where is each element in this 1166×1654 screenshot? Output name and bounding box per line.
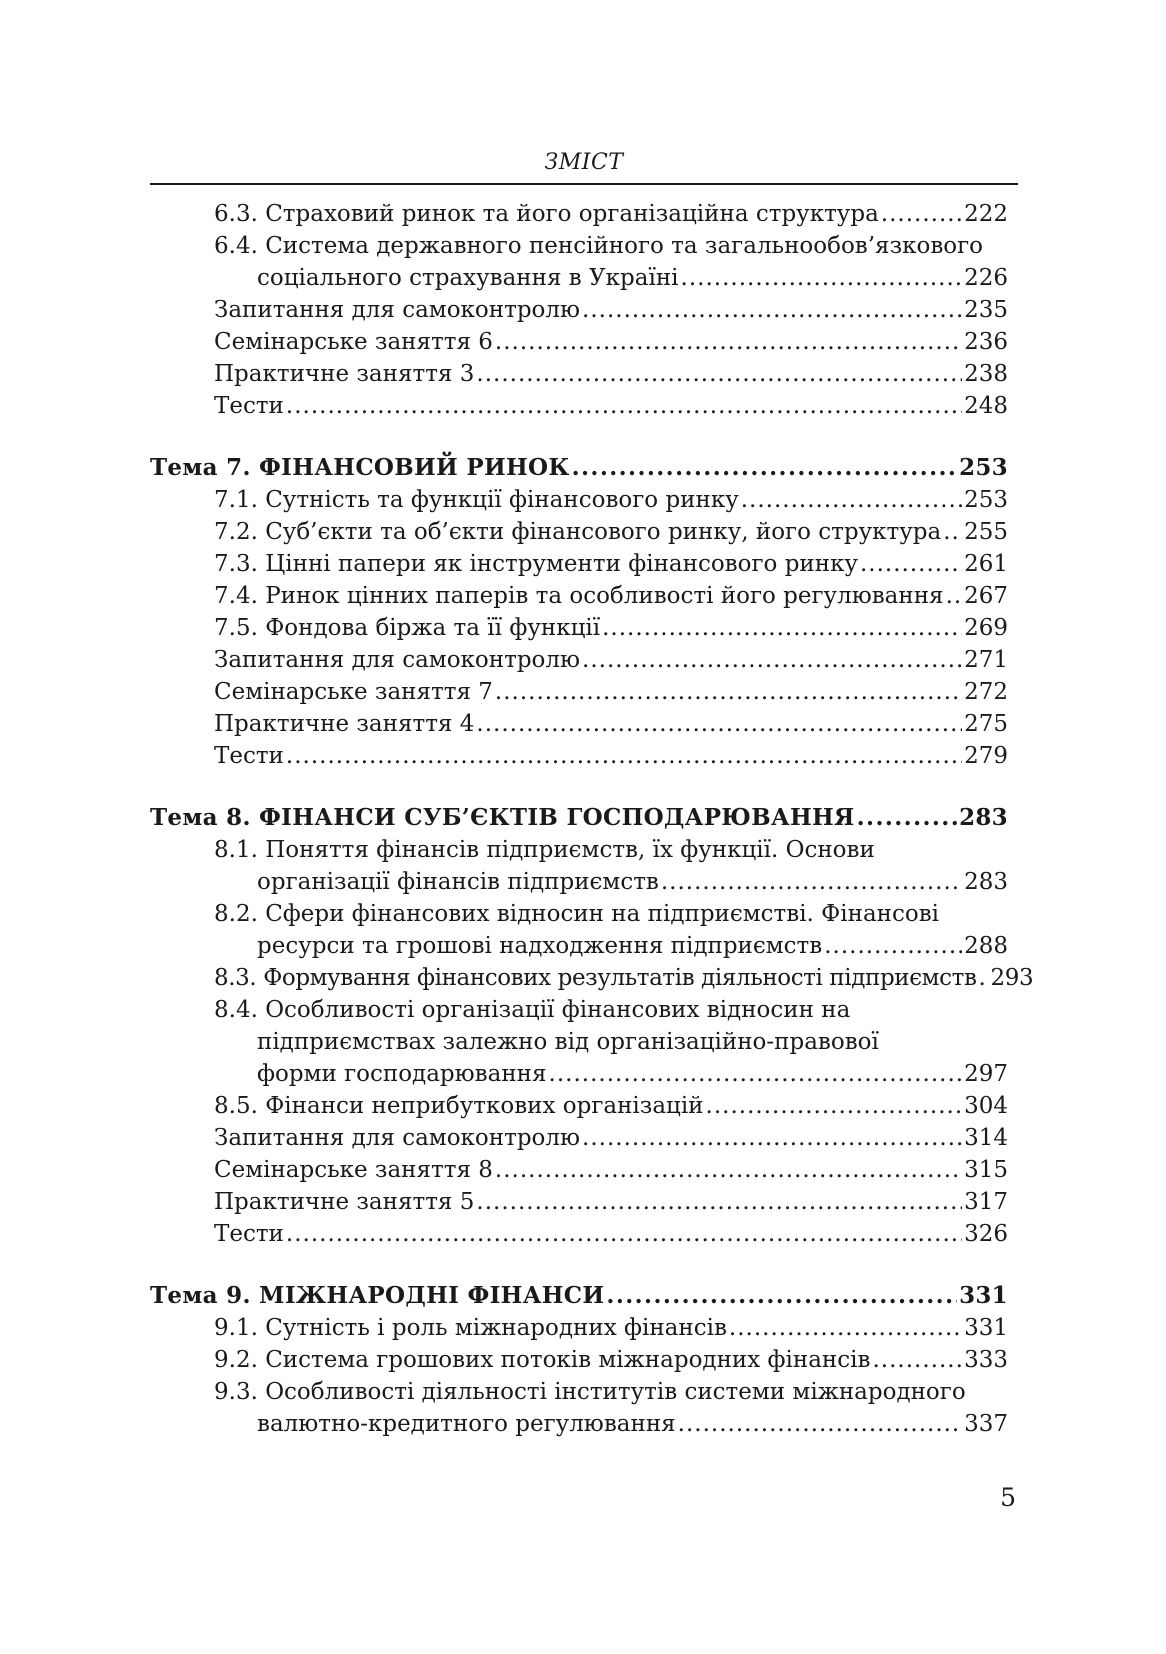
leader-dots	[476, 1186, 962, 1218]
toc-entry-page: 293	[990, 965, 1034, 991]
toc-entry-title: 8.5. Фінанси неприбуткових організацій	[214, 1093, 704, 1119]
toc-entry-6-3[interactable]	[150, 198, 1008, 230]
toc-entry-page: 236	[964, 329, 1008, 355]
leader-dots	[286, 740, 962, 772]
toc-topic-9[interactable]	[150, 1280, 1008, 1312]
leader-dots	[495, 326, 962, 358]
toc-entry-page: 269	[964, 615, 1008, 641]
toc-entry-title: Практичне заняття 4	[214, 711, 475, 737]
toc-entry-practical-4[interactable]	[150, 708, 1008, 740]
toc-entry-practical-5[interactable]	[150, 1186, 1008, 1218]
leader-dots	[602, 612, 962, 644]
toc-entry-8-5[interactable]	[150, 1090, 1008, 1122]
leader-dots	[824, 930, 962, 962]
toc-topic-page: 331	[959, 1282, 1008, 1309]
toc-entry-page: 275	[964, 711, 1008, 737]
toc-entry-title: 8.4. Особливості організації фінансових відносин на	[214, 997, 851, 1023]
toc-entry-title: ресурси та грошові надходження підприємств	[257, 933, 823, 959]
toc-entry-title: Тести	[214, 1221, 284, 1247]
leader-dots	[979, 962, 989, 994]
toc-entry-page: 272	[964, 679, 1008, 705]
toc-entry-title: форми господарювання	[257, 1061, 547, 1087]
toc-entry-tests-6[interactable]	[150, 390, 1008, 422]
toc-entry-title: Практичне заняття 3	[214, 361, 475, 387]
toc-entry-title: соціального страхування в Україні	[257, 265, 679, 291]
toc-entry-page: 283	[964, 869, 1008, 895]
toc-entry-questions-7[interactable]	[150, 644, 1008, 676]
toc-entry-page: 261	[964, 551, 1008, 577]
toc-entry-page: 326	[964, 1221, 1008, 1247]
leader-dots	[881, 198, 962, 230]
toc-entry-title: підприємствах залежно від організаційно-правової	[257, 1029, 879, 1055]
leader-dots	[946, 580, 963, 612]
toc-topic-page: 283	[959, 804, 1008, 831]
leader-dots	[549, 1058, 963, 1090]
page-number: 5	[1000, 1483, 1016, 1512]
toc-entry-title: 7.3. Цінні папери як інструменти фінансового ринку	[214, 551, 858, 577]
toc-entry-tests-8[interactable]	[150, 1218, 1008, 1250]
toc-topic-8[interactable]	[150, 802, 1008, 834]
toc-entry-page: 337	[964, 1411, 1008, 1437]
toc-entry-8-4-line1[interactable]	[150, 994, 1008, 1026]
toc-entry-9-1[interactable]	[150, 1312, 1008, 1344]
toc-entry-page: 238	[964, 361, 1008, 387]
leader-dots	[681, 262, 963, 294]
toc-entry-title: Семінарське заняття 7	[214, 679, 493, 705]
toc-entry-title: 6.4. Система державного пенсійного та загальнообов’язкового	[214, 233, 984, 259]
toc-entry-8-4-line2[interactable]	[150, 1026, 1008, 1058]
toc-entry-seminar-7[interactable]	[150, 676, 1008, 708]
toc-entry-title: Тести	[214, 393, 284, 419]
toc-entry-page: 333	[964, 1347, 1008, 1373]
toc-entry-page: 235	[964, 297, 1008, 323]
toc-entry-title: 6.3. Страховий ринок та його організаційна структура	[214, 201, 879, 227]
toc-entry-8-3[interactable]	[150, 962, 1034, 994]
toc-entry-title: 7.4. Ринок цінних паперів та особливості його регулювання	[214, 583, 944, 609]
toc-entry-9-3-line1[interactable]	[150, 1376, 1008, 1408]
header-rule	[150, 183, 1018, 185]
toc-entry-page: 314	[964, 1125, 1008, 1151]
leader-dots	[678, 1408, 962, 1440]
toc-entry-title: 8.3. Формування фінансових результатів діяльності підприємств	[214, 965, 977, 991]
toc-entry-page: 222	[964, 201, 1008, 227]
toc-entry-page: 317	[964, 1189, 1008, 1215]
toc-entry-7-2[interactable]	[150, 516, 1008, 548]
toc-entry-seminar-6[interactable]	[150, 326, 1008, 358]
toc-entry-6-4-line2[interactable]	[150, 262, 1008, 294]
toc-topic-7[interactable]	[150, 452, 1008, 484]
toc-topic-title: Тема 8. ФІНАНСИ СУБ’ЄКТІВ ГОСПОДАРЮВАННЯ	[150, 804, 855, 831]
toc-entry-page: 226	[964, 265, 1008, 291]
toc-entry-title: 8.2. Сфери фінансових відносин на підприємстві. Фінансові	[214, 901, 940, 927]
toc-topic-title: Тема 7. ФІНАНСОВИЙ РИНОК	[150, 454, 570, 481]
toc-entry-page: 271	[964, 647, 1008, 673]
toc-entry-page: 279	[964, 743, 1008, 769]
toc-entry-title: 9.3. Особливості діяльності інститутів системи міжнародного	[214, 1379, 966, 1405]
toc-entry-title: Запитання для самоконтролю	[214, 1125, 581, 1151]
toc-entry-7-1[interactable]	[150, 484, 1008, 516]
toc-entry-title: 7.5. Фондова біржа та її функції	[214, 615, 601, 641]
leader-dots	[572, 452, 957, 484]
section-gap	[150, 772, 1008, 802]
leader-dots	[857, 802, 957, 834]
toc-entry-page: 255	[964, 519, 1008, 545]
toc-entry-page: 253	[964, 487, 1008, 513]
toc-entry-page: 248	[964, 393, 1008, 419]
toc-entry-page: 288	[964, 933, 1008, 959]
toc-entry-8-4-line3[interactable]	[150, 1058, 1008, 1090]
toc-entry-8-2-line2[interactable]	[150, 930, 1008, 962]
toc-topic-title: Тема 9. МІЖНАРОДНІ ФІНАНСИ	[150, 1282, 605, 1309]
section-gap	[150, 1250, 1008, 1280]
toc-entry-title: Семінарське заняття 6	[214, 329, 493, 355]
toc-entry-title: Семінарське заняття 8	[214, 1157, 493, 1183]
leader-dots	[286, 390, 962, 422]
toc-entry-title: 9.2. Система грошових потоків міжнародних фінансів	[214, 1347, 871, 1373]
toc-entry-7-3[interactable]	[150, 548, 1008, 580]
toc-entry-7-5[interactable]	[150, 612, 1008, 644]
toc-entry-page: 315	[964, 1157, 1008, 1183]
toc-entry-page: 331	[964, 1315, 1008, 1341]
toc-topic-page: 253	[959, 454, 1008, 481]
toc-entry-8-1-line1[interactable]	[150, 834, 1008, 866]
leader-dots	[495, 676, 962, 708]
toc-entry-title: валютно-кредитного регулювання	[257, 1411, 676, 1437]
running-header: ЗМІСТ	[544, 150, 624, 175]
toc-entry-6-4-line1[interactable]	[150, 230, 1008, 262]
toc-entry-page: 297	[964, 1061, 1008, 1087]
toc-entry-title: Запитання для самоконтролю	[214, 647, 581, 673]
toc-entry-8-1-line2[interactable]	[150, 866, 1008, 898]
toc-entry-title: 8.1. Поняття фінансів підприємств, їх функції. Основи	[214, 837, 875, 863]
leader-dots	[706, 1090, 963, 1122]
toc-entry-title: 7.1. Сутність та функції фінансового ринку	[214, 487, 739, 513]
leader-dots	[943, 516, 962, 548]
leader-dots	[476, 358, 962, 390]
leader-dots	[582, 294, 962, 326]
toc-entry-9-3-line2[interactable]	[150, 1408, 1008, 1440]
toc-entry-7-4[interactable]	[150, 580, 1008, 612]
leader-dots	[286, 1218, 962, 1250]
leader-dots	[729, 1312, 962, 1344]
toc-entry-title: 7.2. Суб’єкти та об’єкти фінансового ринку, його структура	[214, 519, 942, 545]
leader-dots	[606, 1280, 957, 1312]
toc-entry-title: Практичне заняття 5	[214, 1189, 475, 1215]
toc-entry-practical-3[interactable]	[150, 358, 1008, 390]
toc-entry-seminar-8[interactable]	[150, 1154, 1008, 1186]
toc-entry-questions-6[interactable]	[150, 294, 1008, 326]
toc-entry-title: Тести	[214, 743, 284, 769]
toc-entry-title: 9.1. Сутність і роль міжнародних фінансів	[214, 1315, 727, 1341]
leader-dots	[582, 644, 962, 676]
leader-dots	[872, 1344, 962, 1376]
leader-dots	[741, 484, 962, 516]
toc-entry-title: організації фінансів підприємств	[257, 869, 659, 895]
toc-entry-questions-8[interactable]	[150, 1122, 1008, 1154]
toc-entry-8-2-line1[interactable]	[150, 898, 1008, 930]
leader-dots	[476, 708, 962, 740]
toc-entry-page: 267	[964, 583, 1008, 609]
leader-dots	[582, 1122, 962, 1154]
table-of-contents	[150, 198, 1034, 1440]
leader-dots	[495, 1154, 962, 1186]
section-gap	[150, 422, 1008, 452]
leader-dots	[860, 548, 962, 580]
leader-dots	[661, 866, 962, 898]
toc-entry-tests-7[interactable]	[150, 740, 1008, 772]
toc-entry-page: 304	[964, 1093, 1008, 1119]
toc-entry-9-2[interactable]	[150, 1344, 1008, 1376]
toc-entry-title: Запитання для самоконтролю	[214, 297, 581, 323]
